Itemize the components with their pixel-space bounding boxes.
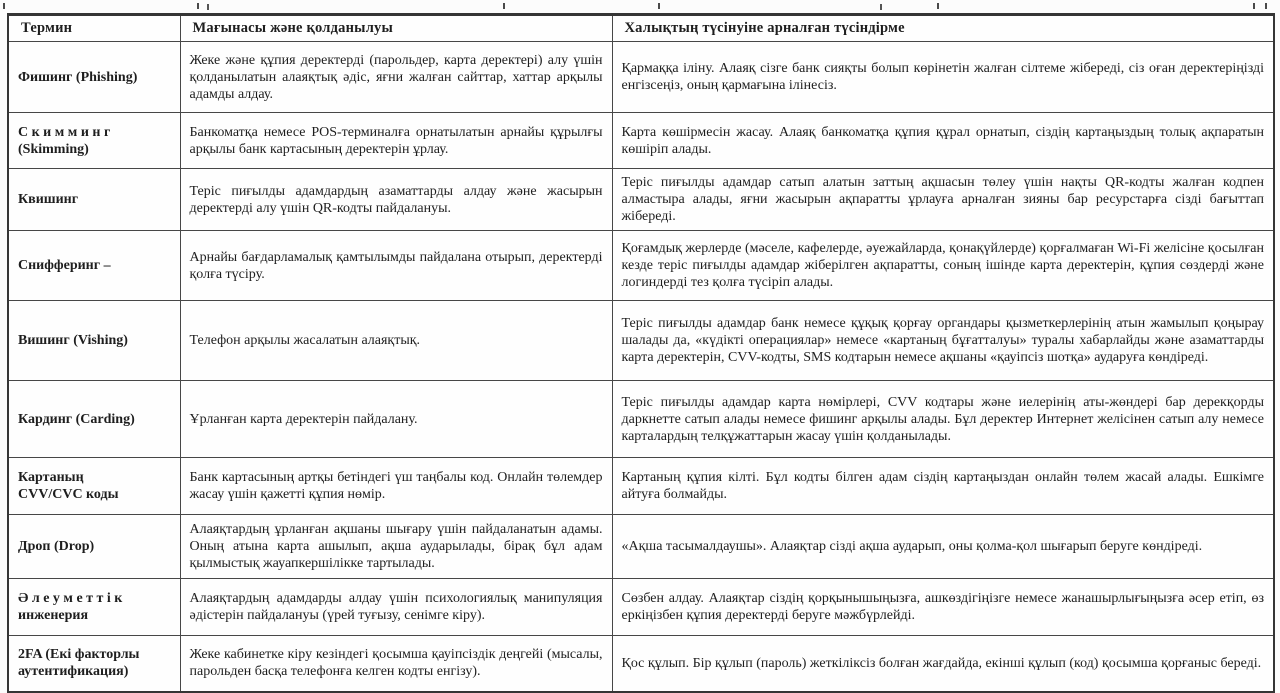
- term-cell: Картаның CVV/CVC коды: [8, 458, 180, 515]
- explanation-cell: Теріс пиғылды адамдар карта нөмірлері, CVV кодтары және иелерінің аты-жөндері бар дерекқорды даркнетте сатып алады немесе фишинг арқылы алады. Бұл деректер Интернет желісінен сатып алу немесе карталардың телқұжаттарын жасау үшін қолданылады.: [612, 381, 1274, 458]
- column-header-2: Халықтың түсінуіне арналған түсіндірме: [612, 15, 1274, 42]
- meaning-cell: Жеке кабинетке кіру кезіндегі қосымша қауіпсіздік деңгейі (мысалы, парольден басқа телефонға келген кодты енгізу).: [180, 636, 612, 692]
- term-cell: Вишинг (Vishing): [8, 301, 180, 381]
- meaning-cell: Банкоматқа немесе POS-терминалға орнатылатын арнайы құрылғы арқылы банк картасының деректерін ұрлау.: [180, 113, 612, 169]
- explanation-cell: Карта көшірмесін жасау. Алаяқ банкоматқа құпия құрал орнатып, сіздің картаңыздың толық ақпаратын көшіріп алады.: [612, 113, 1274, 169]
- table-row: [8, 381, 1274, 458]
- meaning-cell: Телефон арқылы жасалатын алаяқтық.: [180, 301, 612, 381]
- term-cell: Фишинг (Phishing): [8, 42, 180, 113]
- explanation-cell: Қос құлып. Бір құлып (пароль) жеткіліксіз болған жағдайда, екінші құлып (код) қосымша қорғаныс береді.: [612, 636, 1274, 692]
- explanation-cell: Қоғамдық жерлерде (мәселе, кафелерде, әуежайларда, қонақүйлерде) қорғалмаған Wi-Fi желісіне қосылған кезде теріс пиғылды адамдар жіберілген ақпаратты, соның ішінде карта деректерін, құпия сөздерді және логиндерді тез қолға түсіріп алады.: [612, 231, 1274, 301]
- term-cell: Снифферинг –: [8, 231, 180, 301]
- term-cell: Ә л е у м е т т і к инженерия: [8, 579, 180, 636]
- meaning-cell: Ұрланған карта деректерін пайдалану.: [180, 381, 612, 458]
- term-cell: Дроп (Drop): [8, 515, 180, 579]
- table-row: [8, 113, 1274, 169]
- meaning-cell: Теріс пиғылды адамдардың азаматтарды алдау және жасырын деректерді алу үшін QR-кодты пайдалануы.: [180, 169, 612, 231]
- table-row: [8, 458, 1274, 515]
- explanation-cell: Теріс пиғылды адамдар банк немесе құқық қорғау органдары қызметкерлерінің атын жамылып қоңырау шалады да, «күдікті операциялар» немесе «картаның бұғатталуы» туралы хабарлайды және азаматтарды карта деректерін, CVV-кодты, SMS кодтарын немесе ақшаны «қауіпсіз шотқа» аударуға көндіреді.: [612, 301, 1274, 381]
- table-body: [8, 42, 1274, 692]
- table-row: [8, 231, 1274, 301]
- term-cell: Кардинг (Carding): [8, 381, 180, 458]
- table-row: [8, 579, 1274, 636]
- explanation-cell: Қармаққа іліну. Алаяқ сізге банк сияқты болып көрінетін жалған сілтеме жібереді, сіз оған деректеріңізді енгізсеңіз, оның қармағына ілінесіз.: [612, 42, 1274, 113]
- table-row: [8, 42, 1274, 113]
- term-cell: 2FA (Екі факторлы аутентификация): [8, 636, 180, 692]
- table-row: [8, 169, 1274, 231]
- meaning-cell: Банк картасының артқы бетіндегі үш таңбалы код. Онлайн төлемдер жасау үшін қажетті құпия нөмір.: [180, 458, 612, 515]
- term-cell: Квишинг: [8, 169, 180, 231]
- term-cell: С к и м м и н г (Skimming): [8, 113, 180, 169]
- meaning-cell: Алаяқтардың адамдарды алдау үшін психологиялық манипуляция әдістерін пайдалануы (үрей туғызу, сенімге кіру).: [180, 579, 612, 636]
- explanation-cell: «Ақша тасымалдаушы». Алаяқтар сізді ақша аударып, оны қолма-қол шығарып беруге көндіреді.: [612, 515, 1274, 579]
- explanation-cell: Сөзбен алдау. Алаяқтар сіздің қорқынышыңызға, ашкөздігіңізге немесе жанашырлығыңызға әсер етіп, өз еркіңізбен құпия деректерді беруге мәжбүрлейді.: [612, 579, 1274, 636]
- explanation-cell: Картаның құпия кілті. Бұл кодты білген адам сіздің картаңыздан онлайн төлем жасай алады. Ешкімге айтуға болмайды.: [612, 458, 1274, 515]
- header-row: [8, 15, 1274, 42]
- fraud-terms-table: [7, 13, 1275, 693]
- column-header-1: Мағынасы және қолданылуы: [180, 15, 612, 42]
- column-header-0: Термин: [8, 15, 180, 42]
- meaning-cell: Жеке және құпия деректерді (парольдер, карта деректері) алу үшін қолданылатын алаяқтық әдіс, яғни жалған сайттар, хаттар арқылы адамды алдау.: [180, 42, 612, 113]
- meaning-cell: Арнайы бағдарламалық қамтылымды пайдалана отырып, деректерді қолға түсіру.: [180, 231, 612, 301]
- table-row: [8, 636, 1274, 692]
- meaning-cell: Алаяқтардың ұрланған ақшаны шығару үшін пайдаланатын адамы. Оның атына карта ашылып, ақша аударылады, бірақ бұл адам қылмыстық жауапкершілікке тартылады.: [180, 515, 612, 579]
- cropped-text-fragments: [3, 3, 5, 9]
- table-row: [8, 301, 1274, 381]
- table-row: [8, 515, 1274, 579]
- explanation-cell: Теріс пиғылды адамдар сатып алатын заттың ақшасын төлеу үшін нақты QR-кодты жалған кодпен алмастыра алады, яғни жасырын ақпаратты ұрлауға арналған зияны бар ресурстарға сізді бағыттап жібереді.: [612, 169, 1274, 231]
